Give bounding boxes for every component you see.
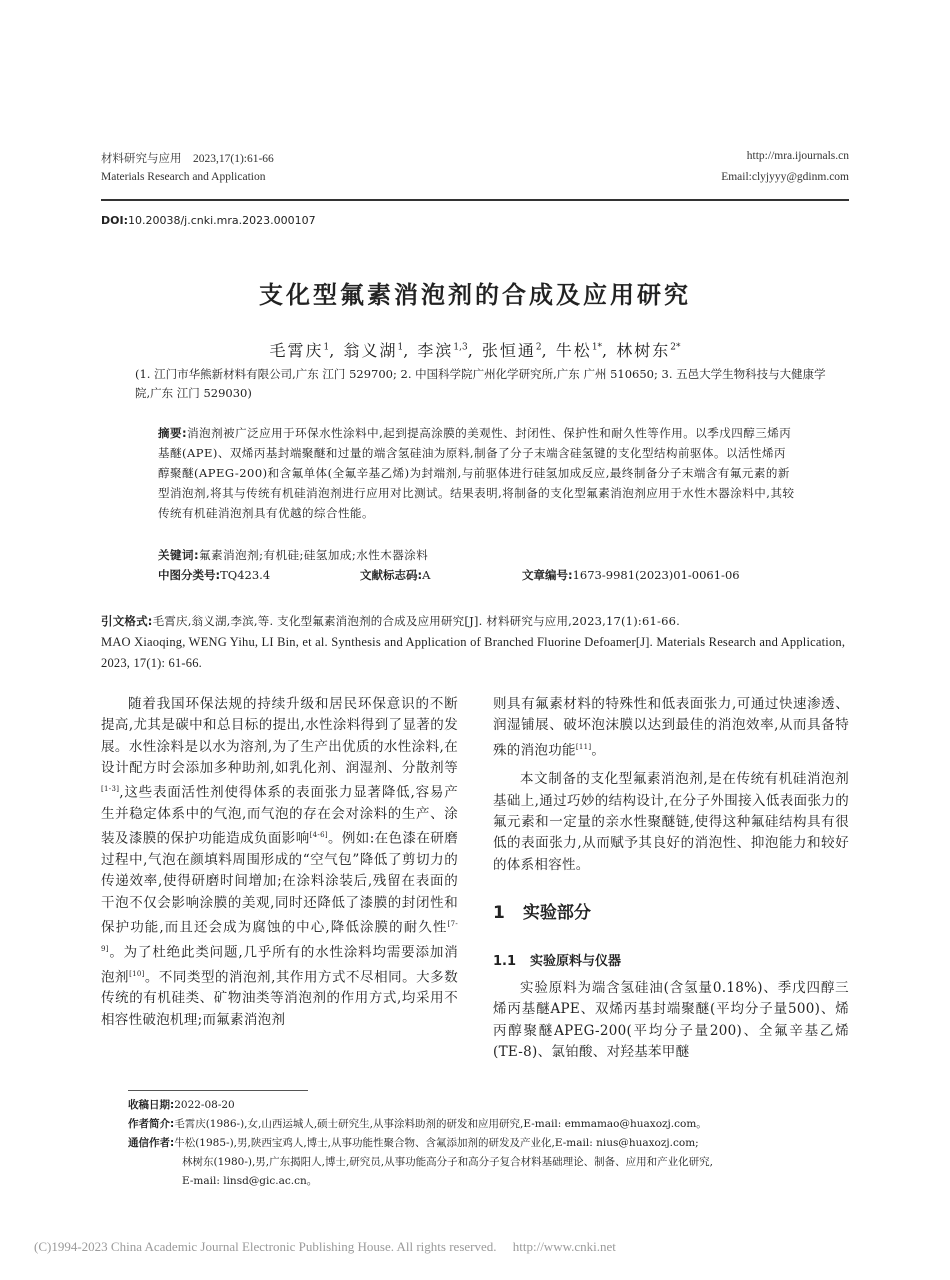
journal-name-en: Materials Research and Application [101, 171, 266, 183]
footnote-corresponding [128, 1134, 848, 1153]
doi-label: DOI: [101, 214, 128, 227]
body-paragraph [101, 694, 458, 1031]
body-paragraph [493, 694, 849, 761]
citation-format [101, 611, 851, 674]
body-left-column [101, 694, 458, 1031]
body-right-column [493, 694, 849, 876]
section-title: 实验部分 [522, 903, 591, 923]
copyright-notice: (C)1994-2023 China Academic Journal Electronic Publishing House. All rights reserved. http://www.cnki.net [34, 1239, 616, 1254]
article-no-value: 1673-9981(2023)01-0061-06 [572, 568, 740, 582]
author-name: 林树东 [616, 341, 671, 360]
reference-mark[interactable]: [1-3] [101, 785, 120, 794]
author-name: 李滨 [417, 341, 454, 360]
text-run: 。不同类型的消泡剂,其作用方式不尽相同。大多数传统的有机硅类、矿物油类等消泡剂的作用方式,均采用不相容性破泡机理;而氟素消泡剂 [101, 969, 458, 1028]
journal-name-cn: 材料研究与应用 2023,17(1):61-66 [101, 153, 274, 165]
doc-code-value: A [422, 568, 431, 582]
keywords [158, 545, 798, 565]
doc-code-label: 文献标志码: [360, 568, 423, 582]
body-right-column-2 [493, 978, 849, 1063]
author-affil-mark: 1 [323, 342, 330, 353]
author-affil-mark: 2 [535, 342, 542, 353]
citation-en: MAO Xiaoqing, WENG Yihu, LI Bin, et al. Synthesis and Application of Branched Fluorine Defoamer[J]. Materials Research and Application, 2023, 17(1): 61-66. [101, 635, 846, 670]
author-name: 毛霄庆 [269, 341, 324, 360]
author-info-label: 作者简介: [128, 1118, 175, 1130]
author-name: 翁义湖 [343, 341, 398, 360]
keywords-text: 氟素消泡剂;有机硅;硅氢加成;水性木器涂料 [199, 548, 429, 562]
received-label: 收稿日期: [128, 1099, 175, 1111]
clc-code [158, 567, 270, 583]
header-rule [101, 199, 849, 201]
paper-title: 支化型氟素消泡剂的合成及应用研究 [259, 281, 691, 309]
author-name: 牛松 [555, 341, 592, 360]
author-affil-mark: 1 [397, 342, 404, 353]
document-code [360, 567, 430, 583]
corr-author-2-email: E-mail: linsd@gic.ac.cn。 [182, 1175, 318, 1187]
keywords-label: 关键词: [158, 548, 200, 562]
corr-author-1: 牛松(1985-),男,陕西宝鸡人,博士,从事功能性聚合物、含氟添加剂的研发及产业化,E-mail: nius@huaxozj.com; [174, 1137, 699, 1149]
author-affil-mark: 1,3 [453, 342, 468, 353]
reference-mark[interactable]: [11] [575, 742, 592, 751]
reference-mark[interactable]: [10] [129, 969, 145, 978]
journal-email[interactable]: Email:clyjyyy@gdinm.com [721, 171, 849, 183]
abstract [158, 423, 798, 523]
clc-value: TQ423.4 [220, 568, 271, 582]
text-run: 。 [591, 742, 606, 759]
subsection-heading [493, 950, 621, 969]
article-no-label: 文章编号: [522, 568, 573, 582]
text-run: 随着我国环保法规的持续升级和居民环保意识的不断提高,尤其是碳中和总目标的提出,水性涂料得到了显著的发展。水性涂料是以水为溶剂,为了生产出优质的水性涂料,在设计配方时会添加多种助剂,如乳化剂、润湿剂、分散剂等 [101, 696, 458, 776]
body-paragraph: 实验原料为端含氢硅油(含氢量0.18%)、季戊四醇三烯丙基醚APE、双烯丙基封端聚醚(平均分子量500)、烯丙醇聚醚APEG-200(平均分子量200)、全氟辛基乙烯(TE-8)、氯铂酸、对羟基苯甲醚 [493, 980, 849, 1060]
doi[interactable] [101, 214, 316, 227]
reference-mark[interactable]: [4-6] [309, 831, 328, 840]
footnote-received [128, 1096, 848, 1115]
author-affil-mark: 2* [670, 342, 681, 353]
body-paragraph: 本文制备的支化型氟素消泡剂,是在传统有机硅消泡剂基础上,通过巧妙的结构设计,在分子外围接入低表面张力的氟元素和一定量的亲水性聚醚链,使得这种氟硅结构具有很低的表面张力,从而赋予其良好的消泡性、抑泡能力和较好的体系相容性。 [493, 771, 849, 873]
reference-mark[interactable]: [7-9] [101, 919, 458, 953]
text-run: ,这些表面活性剂使得体系的表面张力显著降低,容易产生并稳定体系中的气泡,而气泡的存在会对涂料的生产、涂装及漆膜的保护功能造成负面影响 [101, 784, 458, 847]
subsection-number: 1.1 [493, 954, 517, 969]
affiliations: (1. 江门市华熊新材料有限公司,广东 江门 529700; 2. 中国科学院广州化学研究所,广东 广州 510650; 3. 五邑大学生物科技与大健康学院,广东 江门 529030) [135, 367, 826, 400]
text-run: 。例如:在色漆在研磨过程中,气泡在颜填料周围形成的“空气包”降低了剪切力的传递效率,使得研磨时间增加;在涂料涂装后,残留在表面的干泡不仅会影响涂膜的美观,同时还降低了漆膜的封闭性和保护功能,而且还会成为腐蚀的中心,降低涂膜的耐久性 [101, 830, 458, 936]
subsection-title: 实验原料与仪器 [530, 954, 622, 969]
text-run: 。为了杜绝此类问题,几乎所有的水性涂料均需要添加消泡剂 [101, 944, 458, 986]
abstract-label: 摘要: [158, 426, 188, 440]
journal-url[interactable]: http://mra.ijournals.cn [746, 150, 849, 162]
text-run: 则具有氟素材料的特殊性和低表面张力,可通过快速渗透、润湿铺展、破坏泡沫膜以达到最佳的消泡效率,从而具备特殊的消泡功能 [493, 696, 849, 759]
author-name: 张恒通 [481, 341, 536, 360]
corr-label: 通信作者: [128, 1137, 175, 1149]
author-info: 毛霄庆(1986-),女,山西运城人,硕士研究生,从事涂料助剂的研发和应用研究,E-mail: emmamao@huaxozj.com。 [174, 1118, 707, 1130]
abstract-text: 消泡剂被广泛应用于环保水性涂料中,起到提高涂膜的美观性、封闭性、保护性和耐久性等作用。以季戊四醇三烯丙基醚(APE)、双烯丙基封端聚醚和过量的端含氢硅油为原料,制备了分子末端含硅氢键的支化型结构前驱体。以活性烯丙醇聚醚(APEG-200)和含氟单体(全氟辛基乙烯)为封端剂,与前驱体进行硅氢加成反应,最终制备分子末端含有氟元素的新型消泡剂,将其与传统有机硅消泡剂进行应用对比测试。结果表明,将制备的支化型氟素消泡剂应用于水性木器涂料中,其较传统有机硅消泡剂具有优越的综合性能。 [158, 426, 795, 520]
author-list: 毛霄庆$^1$, 翁义湖$^1$, 李滨$^{1,3}$, 张恒通$^2$, 牛松$^{1*}$, 林树东$^{2*}$ [269, 341, 681, 360]
corr-author-2: 林树东(1980-),男,广东揭阳人,博士,研究员,从事功能高分子和高分子复合材料基础理论、制备、应用和产业化研究, [182, 1156, 713, 1168]
footnote-rule [128, 1090, 308, 1091]
footnote-author [128, 1115, 848, 1134]
section-number: 1 [493, 903, 505, 923]
clc-label: 中图分类号: [158, 568, 221, 582]
author-affil-mark: 1* [591, 342, 603, 353]
citation-label: 引文格式: [101, 614, 153, 628]
received-date: 2022-08-20 [174, 1099, 235, 1111]
article-number [522, 567, 740, 583]
citation-cn: 毛霄庆,翁义湖,李滨,等. 支化型氟素消泡剂的合成及应用研究[J]. 材料研究与应用,2023,17(1):61-66. [152, 614, 680, 628]
doi-value[interactable]: 10.20038/j.cnki.mra.2023.000107 [127, 214, 316, 227]
section-heading [493, 898, 591, 923]
